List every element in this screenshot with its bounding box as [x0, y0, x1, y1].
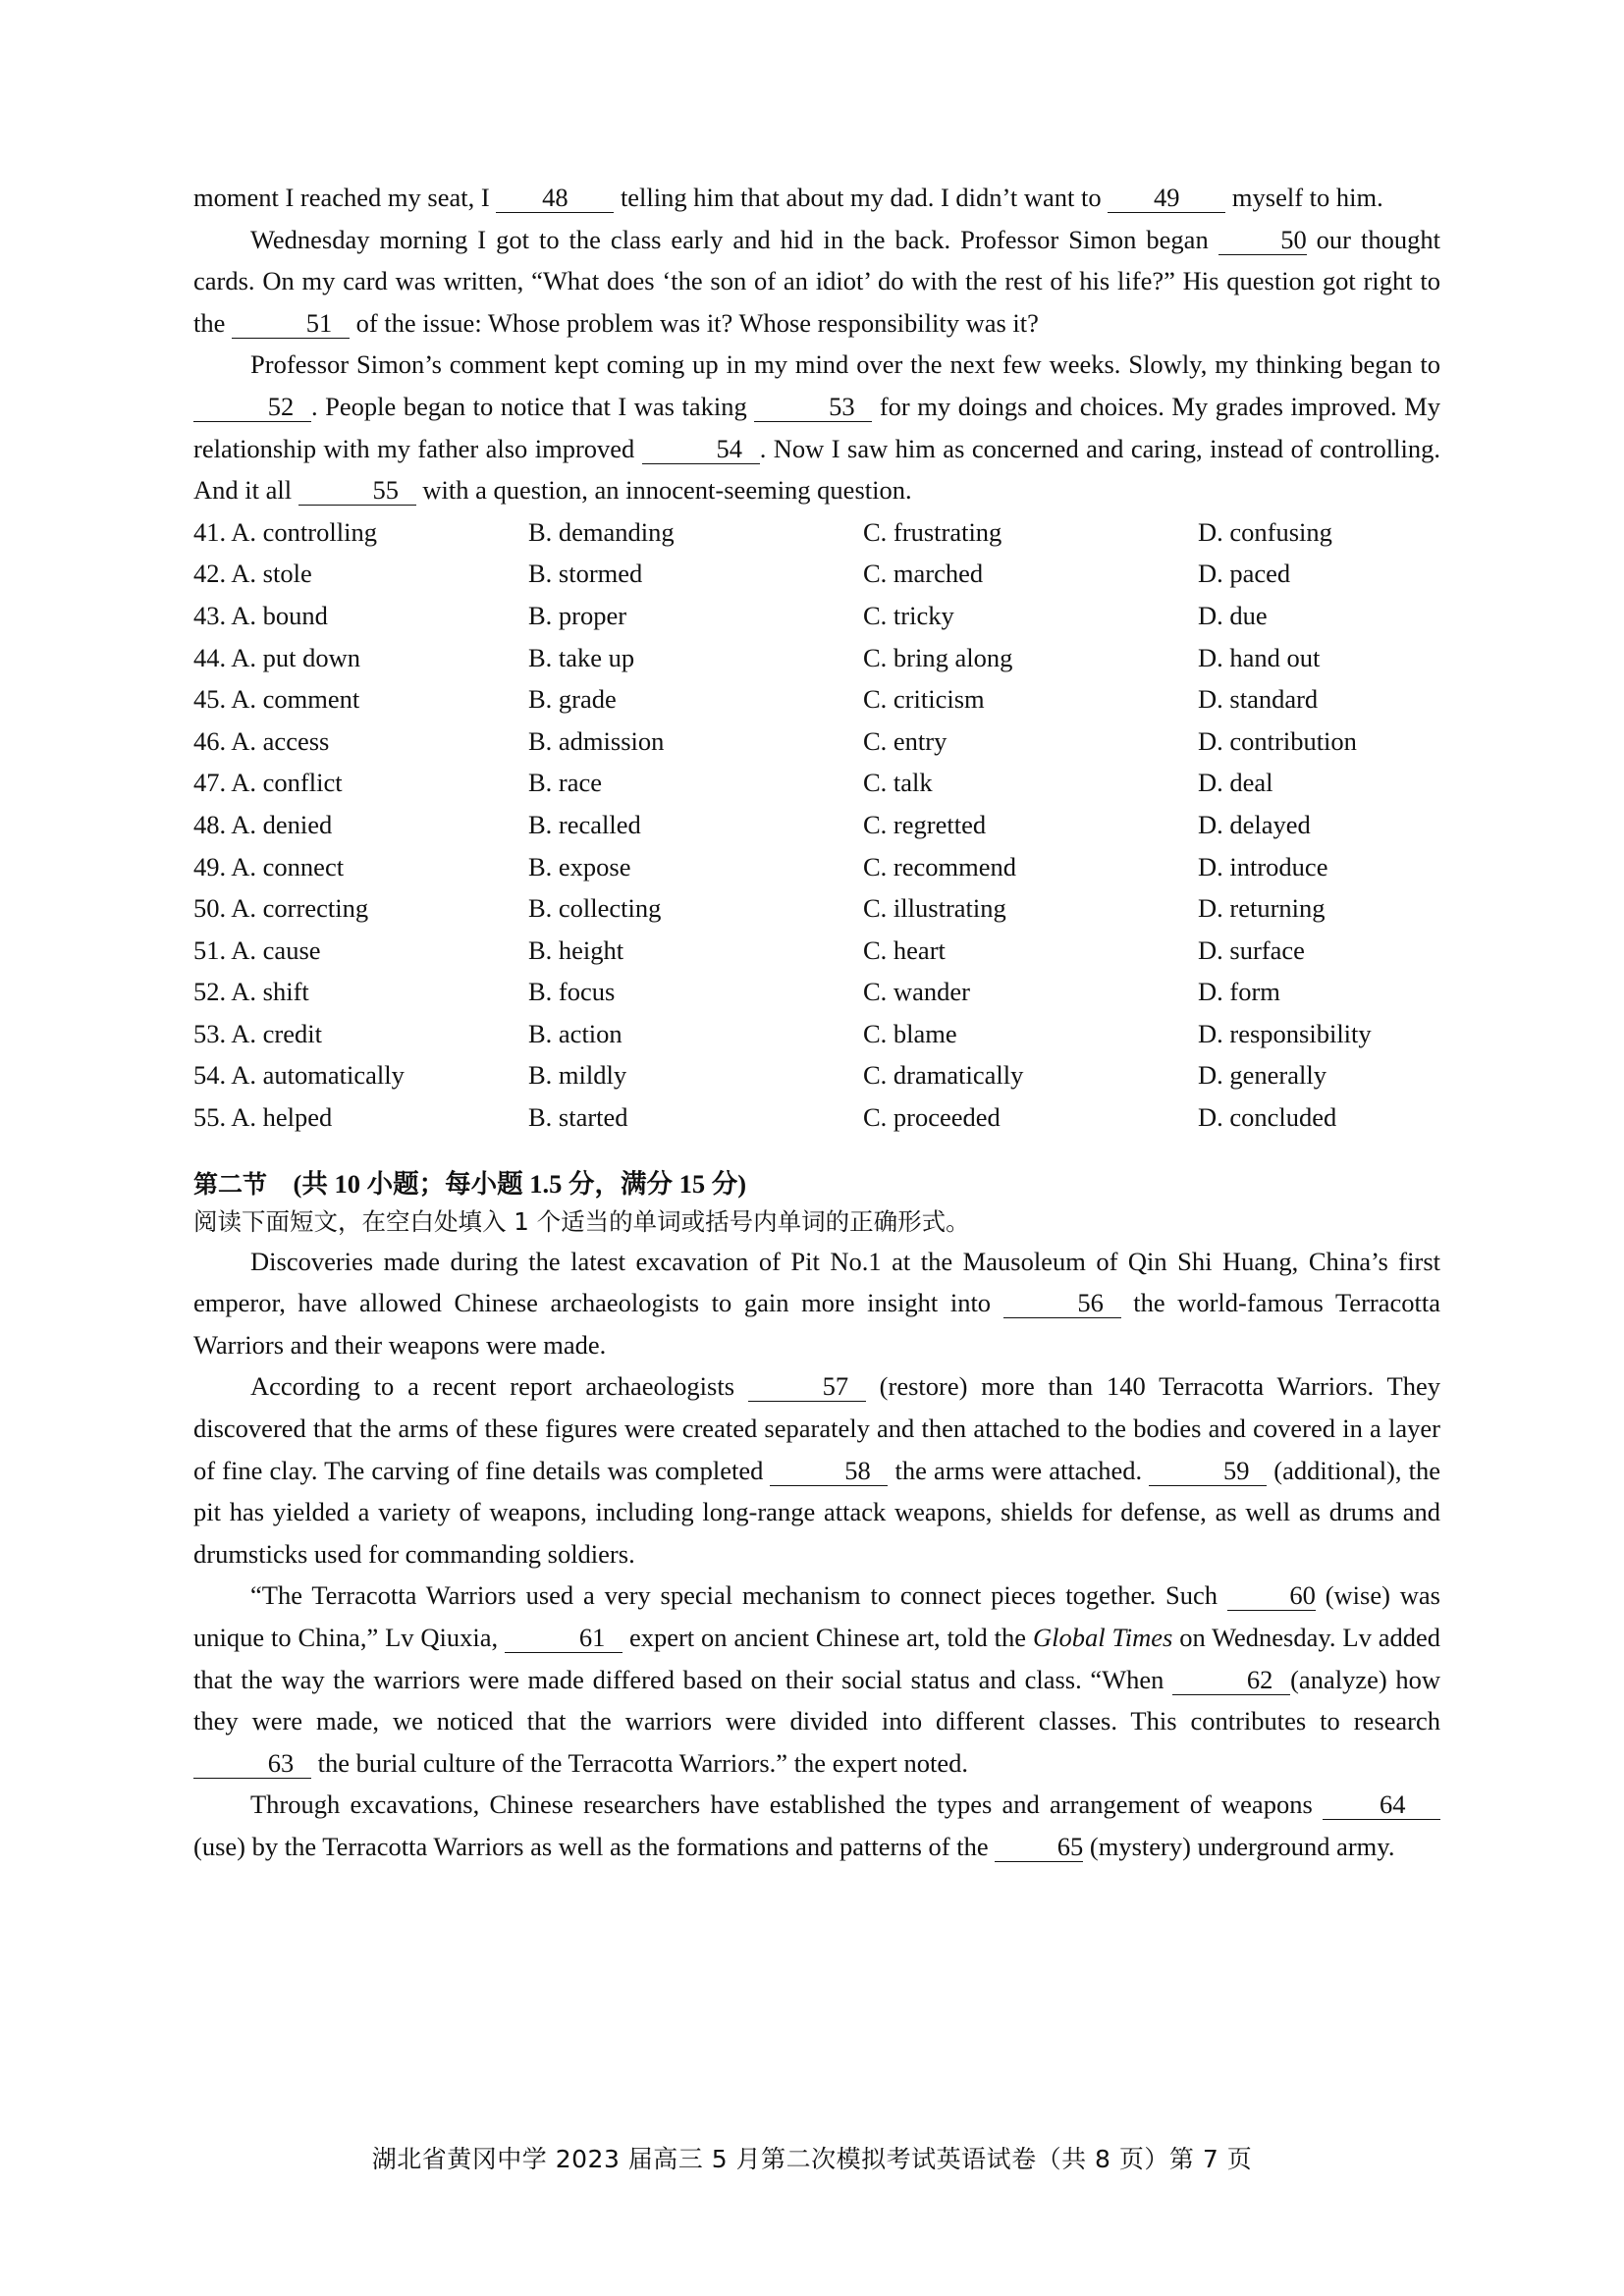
passage-paragraph: [193, 219, 1440, 345]
section-heading: [193, 1165, 1440, 1203]
passage-text: Through excavations, Chinese researchers have established the types and arrangement of weapons: [250, 1789, 1323, 1820]
section-instruction: 阅读下面短文，在空白处填入 1 个适当的单词或括号内单词的正确形式。: [193, 1206, 970, 1236]
passage-paragraph: [193, 344, 1440, 510]
option-a: 48. A. denied: [193, 809, 333, 839]
answer-blank-54: 54: [642, 434, 760, 464]
passage-text: (restore) more than 140 Terracotta Warriors. They discovered that the arms of these figures were created separately and then attached to the bodies and covered in a layer of fine clay. The carving of fine details was completed: [193, 1371, 1440, 1485]
option-b: B. collecting: [528, 893, 662, 924]
passage-text: According to a recent report archaeologists: [250, 1371, 748, 1402]
option-c: C. wander: [863, 977, 970, 1007]
answer-blank-63: 63: [193, 1748, 311, 1779]
answer-blank-61: 61: [505, 1623, 623, 1653]
option-a: 41. A. controlling: [193, 516, 377, 547]
option-c: C. bring along: [863, 642, 1013, 672]
option-a: 51. A. cause: [193, 934, 321, 965]
passage-text: with a question, an innocent-seeming question.: [415, 475, 912, 506]
option-c: C. heart: [863, 934, 946, 965]
answer-blank-57: 57: [748, 1371, 866, 1402]
answer-options-list: [193, 511, 1440, 1139]
option-row: [193, 721, 1440, 763]
passage-text: (additional), the pit has yielded a variety of weapons, including long-range attack weapons, shields for defense, as well as drums and drumsticks used for commanding soldiers.: [193, 1455, 1440, 1569]
passage-text: the world-famous Terracotta Warriors and their weapons were made.: [193, 1288, 1440, 1360]
option-row: [193, 595, 1440, 637]
option-a: 45. A. comment: [193, 684, 360, 715]
option-d: D. due: [1198, 600, 1268, 630]
option-c: C. dramatically: [863, 1060, 1024, 1091]
option-a: 43. A. bound: [193, 600, 328, 630]
answer-blank-53: 53: [754, 392, 872, 422]
option-b: B. recalled: [528, 809, 641, 839]
answer-blank-64: 64: [1323, 1789, 1440, 1820]
option-d: D. generally: [1198, 1060, 1326, 1091]
option-b: B. grade: [528, 684, 617, 715]
page-footer: 湖北省黄冈中学 2023 届高三 5 月第二次模拟考试英语试卷（共 8 页）第 7 页: [371, 2145, 1253, 2173]
option-d: D. hand out: [1198, 642, 1321, 672]
option-d: D. delayed: [1198, 809, 1311, 839]
option-row: [193, 762, 1440, 804]
option-b: B. action: [528, 1018, 623, 1048]
passage-text: . People began to notice that I was taking: [311, 391, 755, 421]
option-row: [193, 1013, 1440, 1055]
option-a: 49. A. connect: [193, 851, 345, 881]
answer-blank-51: 51: [232, 308, 350, 339]
option-a: 55. A. helped: [193, 1102, 333, 1133]
option-c: C. tricky: [863, 600, 954, 630]
option-c: C. illustrating: [863, 893, 1006, 924]
passage-paragraph: [193, 1784, 1440, 1867]
answer-blank-52: 52: [193, 392, 311, 422]
passage-text: expert on ancient Chinese art, told the: [623, 1623, 1033, 1652]
option-a: 46. A. access: [193, 725, 330, 756]
section-label: 第二节: [193, 1169, 268, 1199]
option-b: B. take up: [528, 642, 635, 672]
option-row: [193, 930, 1440, 972]
option-d: D. responsibility: [1198, 1018, 1372, 1048]
option-a: 47. A. conflict: [193, 768, 343, 798]
option-b: B. stormed: [528, 559, 643, 589]
passage-paragraph: [193, 1241, 1440, 1366]
answer-blank-50: 50: [1218, 225, 1307, 255]
option-a: 44. A. put down: [193, 642, 361, 672]
option-d: D. contribution: [1198, 725, 1357, 756]
answer-blank-56: 56: [1003, 1288, 1121, 1318]
passage-text: the burial culture of the Terracotta Warriors.” the expert noted.: [311, 1747, 969, 1778]
option-c: C. criticism: [863, 684, 985, 715]
option-b: B. demanding: [528, 516, 675, 547]
option-c: C. frustrating: [863, 516, 1002, 547]
section-scoring: (共 10 小题；每小题 1.5 分，满分 15 分): [293, 1168, 747, 1199]
option-b: B. race: [528, 768, 603, 798]
option-d: D. confusing: [1198, 516, 1332, 547]
option-d: D. introduce: [1198, 851, 1328, 881]
answer-blank-55: 55: [298, 475, 416, 506]
passage-text: (wise) was unique to China,” Lv Qiuxia,: [193, 1580, 1440, 1652]
option-d: D. surface: [1198, 934, 1305, 965]
option-b: B. expose: [528, 851, 631, 881]
exam-page: [193, 177, 1440, 1868]
option-row: [193, 971, 1440, 1013]
option-b: B. admission: [528, 725, 665, 756]
passage-text: “The Terracotta Warriors used a very special mechanism to connect pieces together. Such: [250, 1580, 1227, 1611]
option-c: C. recommend: [863, 851, 1017, 881]
answer-blank-62: 62: [1172, 1665, 1290, 1695]
option-row: [193, 1054, 1440, 1096]
passage-text: for my doings and choices. My grades improved. My relationship with my father also improved: [193, 391, 1440, 463]
option-a: 54. A. automatically: [193, 1060, 405, 1091]
answer-blank-59: 59: [1149, 1456, 1267, 1486]
option-c: C. regretted: [863, 809, 987, 839]
option-d: D. deal: [1198, 768, 1273, 798]
option-row: [193, 1096, 1440, 1139]
answer-blank-60: 60: [1227, 1580, 1316, 1611]
option-b: B. mildly: [528, 1060, 627, 1091]
passage-text: . Now I saw him as concerned and caring, instead of controlling. And it all: [193, 433, 1441, 506]
passage-text: on Wednesday. Lv added that the way the warriors were made differed based on their social status and class. “When: [193, 1623, 1440, 1694]
passage-text: moment I reached my seat, I: [193, 183, 497, 212]
option-row: [193, 511, 1440, 554]
answer-blank-49: 49: [1108, 183, 1225, 213]
answer-blank-58: 58: [770, 1456, 888, 1486]
option-row: [193, 637, 1440, 679]
option-a: 52. A. shift: [193, 977, 309, 1007]
passage-text: (analyze) how they were made, we noticed that the warriors were divided into different classes. This contributes to research: [193, 1664, 1440, 1736]
passage-text: our thought cards. On my card was written, “What does ‘the son of an idiot’ do with the rest of his life?” His question got right to the: [193, 224, 1440, 338]
option-row: [193, 678, 1440, 721]
option-a: 53. A. credit: [193, 1018, 322, 1048]
option-d: D. returning: [1198, 893, 1326, 924]
passage-text: (mystery) underground army.: [1083, 1831, 1395, 1861]
passage-text: telling him that about my dad. I didn’t want to: [614, 183, 1109, 212]
passage-text: Discoveries made during the latest excavation of Pit No.1 at the Mausoleum of Qin Shi Huang, China’s first emperor, have allowed Chinese archaeologists to gain more insight into: [193, 1246, 1440, 1318]
option-c: C. blame: [863, 1018, 957, 1048]
passage-text: of the issue: Whose problem was it? Whose responsibility was it?: [350, 307, 1039, 338]
passage-paragraph: [193, 177, 1440, 219]
option-c: C. talk: [863, 768, 933, 798]
option-a: 42. A. stole: [193, 559, 312, 589]
option-a: 50. A. correcting: [193, 893, 369, 924]
option-b: B. height: [528, 934, 624, 965]
option-b: B. started: [528, 1102, 628, 1133]
option-d: D. concluded: [1198, 1102, 1337, 1133]
option-row: [193, 804, 1440, 846]
option-b: B. focus: [528, 977, 616, 1007]
option-d: D. standard: [1198, 684, 1319, 715]
passage-text: (use) by the Terracotta Warriors as well as the formations and patterns of the: [193, 1831, 996, 1861]
option-c: C. proceeded: [863, 1102, 1001, 1133]
answer-blank-65: 65: [995, 1832, 1083, 1862]
answer-blank-48: 48: [496, 183, 614, 213]
passage-text: Wednesday morning I got to the class early and hid in the back. Professor Simon began: [250, 224, 1218, 254]
passage-text: the arms were attached.: [888, 1455, 1150, 1485]
passage-paragraph: [193, 1575, 1440, 1784]
option-d: D. paced: [1198, 559, 1291, 589]
option-d: D. form: [1198, 977, 1280, 1007]
option-c: C. marched: [863, 559, 984, 589]
option-row: [193, 553, 1440, 595]
option-row: [193, 846, 1440, 888]
newspaper-title: Global Times: [1032, 1623, 1173, 1652]
option-row: [193, 887, 1440, 930]
passage-text: Professor Simon’s comment kept coming up in my mind over the next few weeks. Slowly, my thinking began to: [250, 349, 1440, 380]
passage-text: myself to him.: [1225, 183, 1383, 212]
passage-paragraph: [193, 1365, 1440, 1575]
option-b: B. proper: [528, 600, 627, 630]
option-c: C. entry: [863, 725, 947, 756]
